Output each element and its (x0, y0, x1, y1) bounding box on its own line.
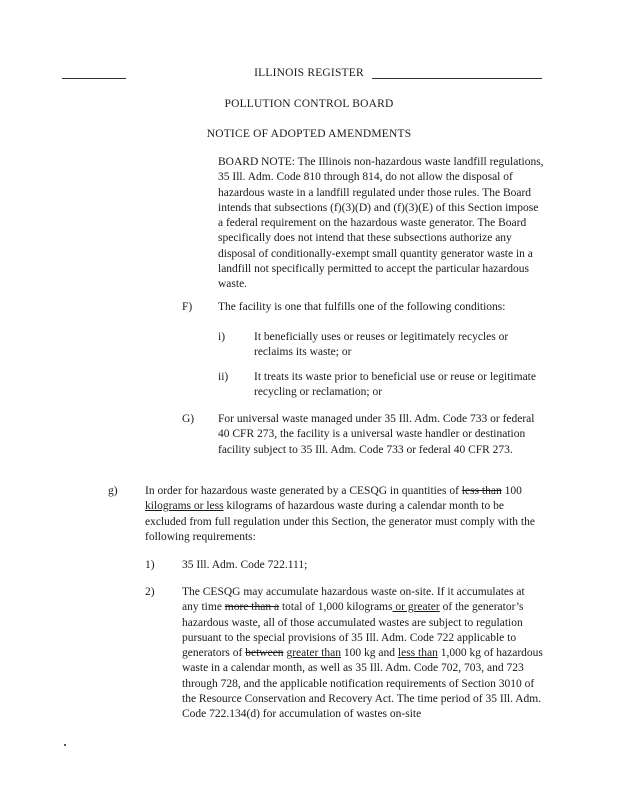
item-g-underlined-word: kilograms (145, 500, 191, 513)
item-2-text-6: 1,000 kg of hazardous waste in a calendar month, as well as 35 Ill. Adm. Code 702, 703, and 723 through 728, and the applicable notification requirements of Section 3010 of the Resource Conservation and Recovery Act. The time period of 35 Ill. Adm. Code 722.134(d) for accumulation of wastes on-site (182, 647, 543, 721)
item-2-text-2: total of 1,000 kilograms (279, 601, 393, 614)
item-F-ii-text: It treats its waste prior to beneficial use or reuse or legitimate recycling or reclamation; or (254, 371, 536, 399)
item-1-label: 1) (145, 559, 155, 571)
item-2-text-5: 100 kg and (341, 647, 398, 660)
item-g-label: g) (108, 485, 118, 497)
item-F-i-label: i) (218, 331, 226, 343)
item-2-deleted-1: more than a (224, 601, 280, 614)
item-2-inserted-1: or greater (392, 601, 440, 614)
item-F-text: The facility is one that fulfills one of the following conditions: (218, 301, 506, 313)
item-g-deleted-1: less than (461, 485, 502, 497)
item-G-text: For universal waste managed under 35 Ill. Adm. Code 733 or federal 40 CFR 273, the facility is a universal waste handler or destination facility subject to 35 Ill. Adm. Code 733 or federal 40 CFR 273. (218, 413, 535, 456)
board-title: POLLUTION CONTROL BOARD (224, 98, 394, 110)
item-2-text-1: The CESQG may accumulate hazardous waste on-site. If it accumulates at any time (182, 586, 525, 614)
board-note: BOARD NOTE: The Illinois non-hazardous waste landfill regulations, 35 Ill. Adm. Code 810 through 814, do not allow the disposal of hazardous waste in a landfill regulated under those rules. The Board intends that subsections (f)(3)(D) and (f)(3)(E) of this Section impose a federal requirement on the hazardous waste generator. The Board specifically does not intend that these subsections authorize any disposal of conditionally-exempt small quantity generator waste in a landfill not specifically permitted to accept the particular hazardous waste. (218, 156, 544, 291)
item-2-deleted-2: between (245, 647, 284, 660)
item-1-text: 35 Ill. Adm. Code 722.111; (182, 559, 308, 571)
item-2-label: 2) (145, 586, 155, 598)
scan-speck (64, 744, 66, 746)
item-2-text (182, 585, 544, 723)
item-g-text-1: In order for hazardous waste generated by a CESQG in quantities of (145, 485, 462, 497)
notice-title: NOTICE OF ADOPTED AMENDMENTS (206, 128, 412, 140)
item-g-text-2: 100 (501, 485, 522, 497)
item-2-inserted-2: greater than (286, 647, 342, 660)
item-G-label: G) (182, 413, 195, 425)
item-g-inserted-1: or less (191, 500, 224, 513)
item-F-i-text: It beneficially uses or reuses or legitimately recycles or reclaims its waste; or (254, 331, 509, 359)
item-g-text (145, 484, 545, 545)
item-2-inserted-3: less than (397, 647, 438, 660)
register-title: ILLINOIS REGISTER (254, 67, 364, 79)
item-F-ii-label: ii) (218, 371, 229, 383)
item-F-label: F) (182, 301, 193, 313)
item-2-text-3: of the generator’s hazardous waste, all of those accumulated wastes are subject to regulation pursuant to the special provisions of 35 Ill. Adm. Code 722 applicable to generators of (182, 601, 524, 660)
item-g-text-3: kilograms of hazardous waste during a calendar month to be excluded from full regulation under this Section, the generator must comply with the following requirements: (145, 500, 535, 543)
